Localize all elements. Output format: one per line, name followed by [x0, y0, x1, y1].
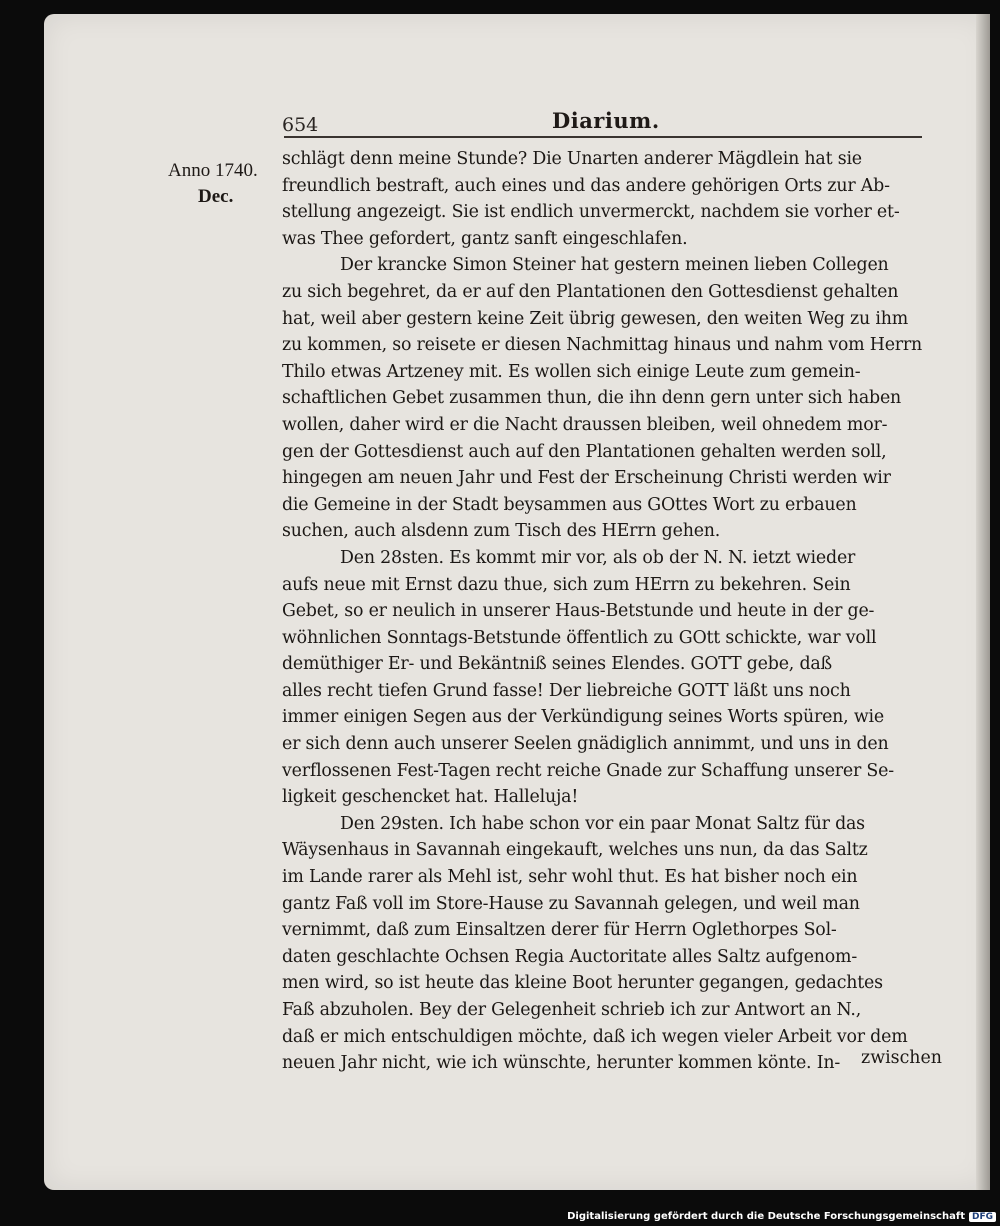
text-line: immer einigen Segen aus der Verkündigung seines Worts spüren, wie	[282, 707, 884, 728]
text-line: men wird, so ist heute das kleine Boot herunter gegangen, gedachtes	[282, 973, 883, 994]
margin-month: Dec.	[198, 186, 234, 207]
text-line: freundlich bestraft, auch eines und das andere gehörigen Orts zur Ab-	[282, 175, 890, 196]
text-line: Faß abzuholen. Bey der Gelegenheit schrieb ich zur Antwort an N.,	[282, 1000, 862, 1020]
text-line: hingegen am neuen Jahr und Fest der Erscheinung Christi werden wir	[282, 468, 891, 489]
text-line: neuen Jahr nicht, wie ich wünschte, herunter kommen könte. In-	[282, 1053, 841, 1074]
text-line: zu kommen, so reisete er diesen Nachmittag hinaus und nahm vom Herrn	[282, 335, 923, 356]
text-line: Wäysenhaus in Savannah eingekauft, welches uns nun, da das Saltz	[282, 840, 868, 861]
text-line: daten geschlachte Ochsen Regia Auctoritate alles Saltz aufgenom-	[282, 946, 858, 967]
text-line: schaftlichen Gebet zusammen thun, die ihn denn gern unter sich haben	[282, 388, 902, 409]
text-line: suchen, auch alsdenn zum Tisch des HErrn gehen.	[282, 521, 721, 542]
text-line: Der krancke Simon Steiner hat gestern meinen lieben Collegen	[340, 255, 889, 276]
text-line: daß er mich entschuldigen möchte, daß ich wegen vieler Arbeit vor dem	[282, 1026, 908, 1047]
text-line: er sich denn auch unserer Seelen gnädiglich annimmt, und uns in den	[282, 734, 889, 755]
running-title: Diarium.	[552, 108, 660, 133]
body-text	[282, 146, 942, 1077]
text-line: alles recht tiefen Grund fasse! Der liebreiche GOTT läßt uns noch	[282, 680, 851, 701]
text-line: Den 28sten. Es kommt mir vor, als ob der N. N. ietzt wieder	[340, 547, 856, 568]
text-line: schlägt denn meine Stunde? Die Unarten anderer Mägdlein hat sie	[282, 149, 862, 169]
footer-credit	[567, 1211, 996, 1222]
text-line: im Lande rarer als Mehl ist, sehr wohl thut. Es hat bisher noch ein	[282, 867, 858, 888]
page-spine-edge	[976, 14, 990, 1190]
text-line: Gebet, so er neulich in unserer Haus-Betstunde und heute in der ge-	[282, 601, 875, 622]
page-number: 654	[282, 114, 319, 136]
text-line: wöhnlichen Sonntags-Betstunde öffentlich zu GOtt schickte, war voll	[282, 627, 877, 648]
text-line: gantz Faß voll im Store-Hause zu Savannah gelegen, und weil man	[282, 893, 860, 914]
margin-year: Anno 1740.	[168, 160, 258, 181]
text-line: die Gemeine in der Stadt beysammen aus GOttes Wort zu erbauen	[282, 494, 857, 515]
text-line: Thilo etwas Artzeney mit. Es wollen sich einige Leute zum gemein-	[282, 361, 861, 382]
footer-text: Digitalisierung gefördert durch die Deutsche Forschungsgemeinschaft	[567, 1211, 965, 1222]
text-line: ligkeit geschencket hat. Halleluja!	[282, 787, 579, 808]
dfg-logo: DFG	[969, 1212, 996, 1222]
text-line: wollen, daher wird er die Nacht draussen bleiben, weil ohnedem mor-	[282, 414, 888, 435]
text-line: verflossenen Fest-Tagen recht reiche Gnade zur Schaffung unserer Se-	[282, 760, 894, 781]
text-line: gen der Gottesdienst auch auf den Plantationen gehalten werden soll,	[282, 441, 887, 462]
text-line: aufs neue mit Ernst dazu thue, sich zum HErrn zu bekehren. Sein	[282, 574, 851, 595]
text-line: stellung angezeigt. Sie ist endlich unvermerckt, nachdem sie vorher et-	[282, 202, 900, 223]
catchword: zwischen	[861, 1048, 942, 1068]
text-line: was Thee gefordert, gantz sanft eingeschlafen.	[282, 228, 688, 249]
text-line: vernimmt, daß zum Einsaltzen derer für Herrn Oglethorpes Sol-	[282, 920, 837, 941]
text-line: hat, weil aber gestern keine Zeit übrig gewesen, den weiten Weg zu ihm	[282, 308, 909, 329]
text-line: Den 29sten. Ich habe schon vor ein paar Monat Saltz für das	[340, 813, 865, 834]
text-line: zu sich begehret, da er auf den Plantationen den Gottesdienst gehalten	[282, 281, 899, 302]
header-rule	[284, 136, 922, 138]
text-line: demüthiger Er- und Bekäntniß seines Elendes. GOTT gebe, daß	[282, 654, 832, 675]
